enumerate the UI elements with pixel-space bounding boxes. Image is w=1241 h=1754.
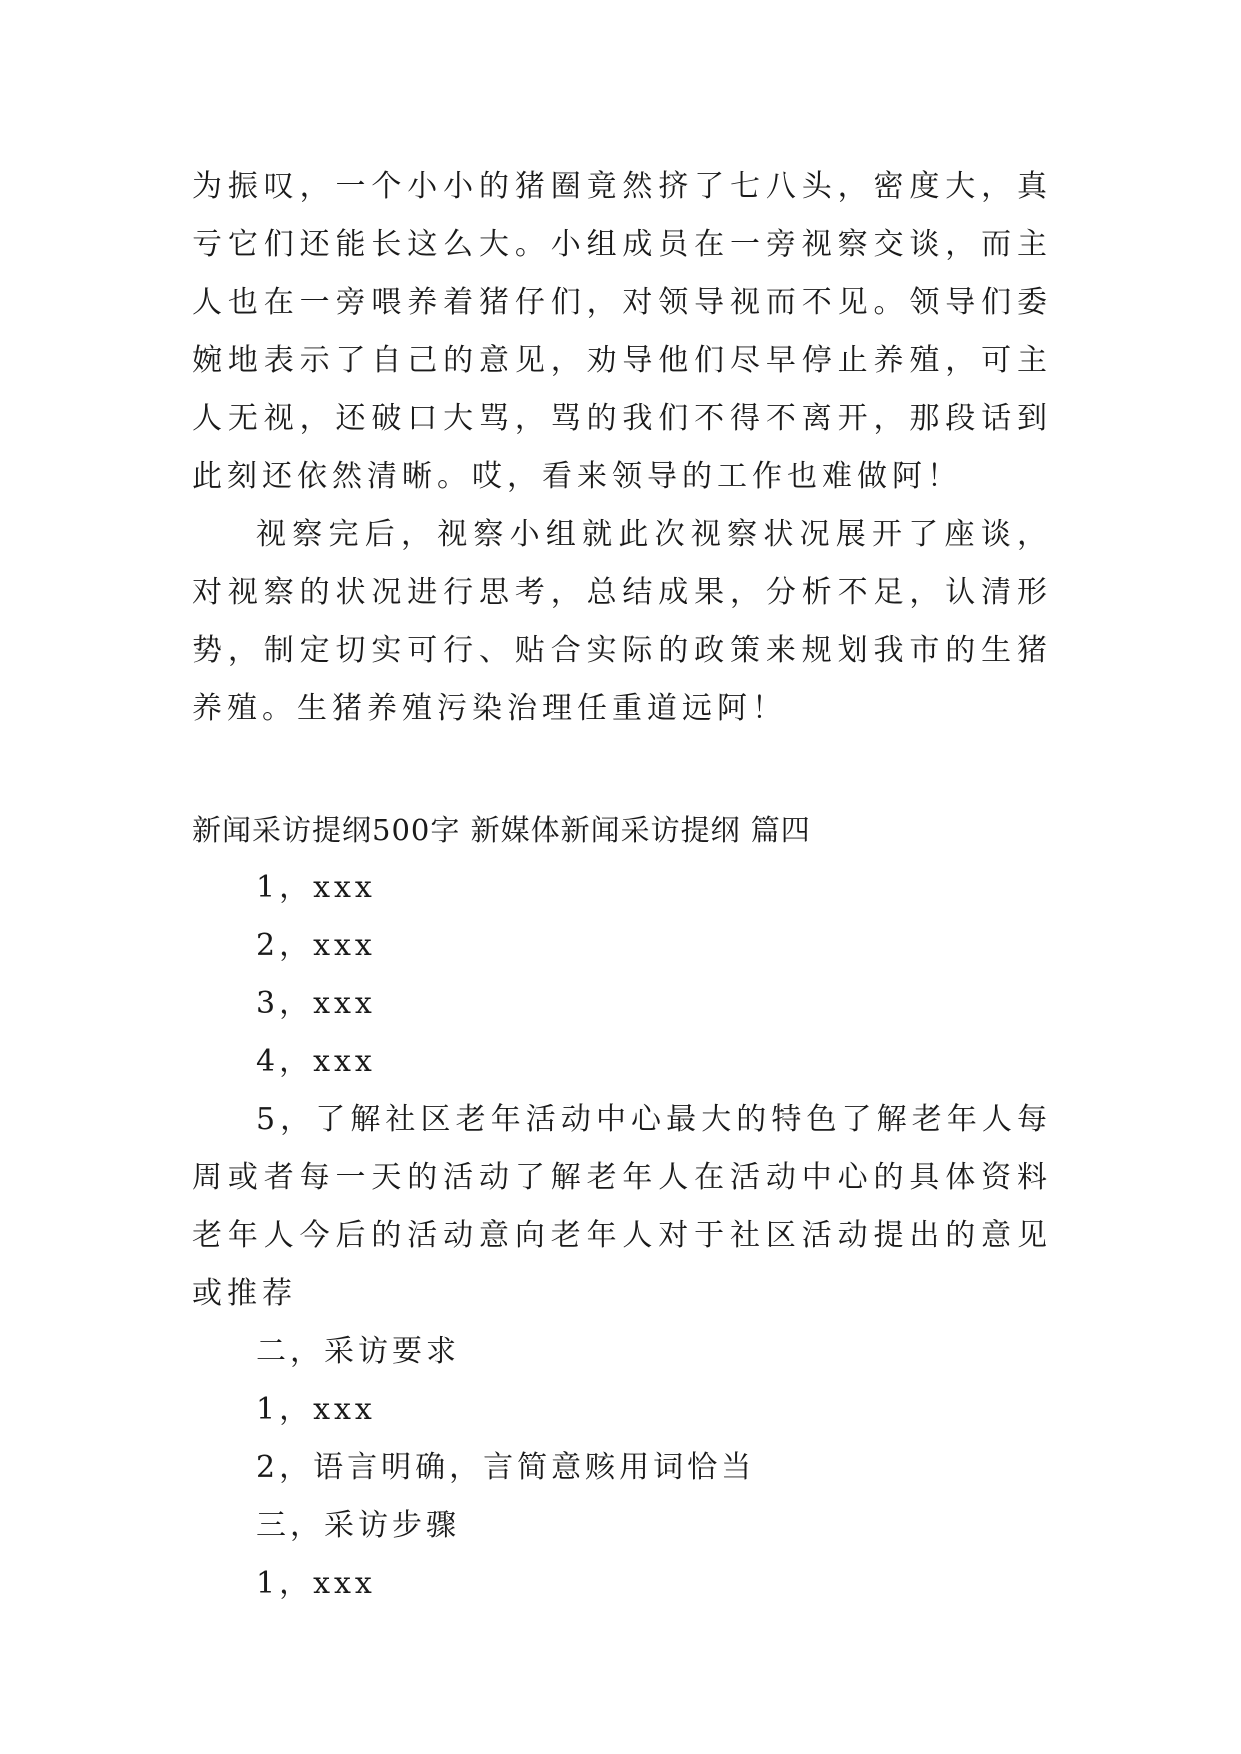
- list-item: 2，xxx: [256, 928, 376, 963]
- requirements-title: 二，采访要求: [256, 1334, 460, 1369]
- paragraph-pig-farm-visit: 为振叹，一个小小的猪圈竟然挤了七八头，密度大，真亏它们还能长这么大。小组成员在一旁视察交谈，而主人也在一旁喂养着猪仔们，对领导视而不见。领导们委婉地表示了自己的意见，劝导他们尽早停止养殖，可主人无视，还破口大骂，骂的我们不得不离开，那段话到此刻还依然清晰。哎，看来领导的工作也难做阿！: [192, 169, 1052, 494]
- list-item: 1，xxx: [256, 1566, 376, 1601]
- list-item-5: 5，了解社区老年活动中心最大的特色了解老年人每周或者每一天的活动了解老年人在活动中心的具体资料老年人今后的活动意向老年人对于社区活动提出的意见或推荐: [192, 1102, 1052, 1311]
- list-item: 4，xxx: [256, 1044, 376, 1079]
- list-item: 1，xxx: [256, 1392, 376, 1427]
- document-page: [192, 158, 1052, 1613]
- list-item: 2，语言明确，言简意赅用词恰当: [256, 1450, 756, 1485]
- section-heading: 新闻采访提纲500字 新媒体新闻采访提纲 篇四: [192, 813, 811, 847]
- list-item: 1，xxx: [256, 870, 376, 905]
- steps-title: 三，采访步骤: [256, 1508, 460, 1543]
- paragraph-visit-summary: 视察完后，视察小组就此次视察状况展开了座谈，对视察的状况进行思考，总结成果，分析不足，认清形势，制定切实可行、贴合实际的政策来规划我市的生猪养殖。生猪养殖污染治理任重道远阿！: [192, 517, 1052, 726]
- list-item: 3，xxx: [256, 986, 376, 1021]
